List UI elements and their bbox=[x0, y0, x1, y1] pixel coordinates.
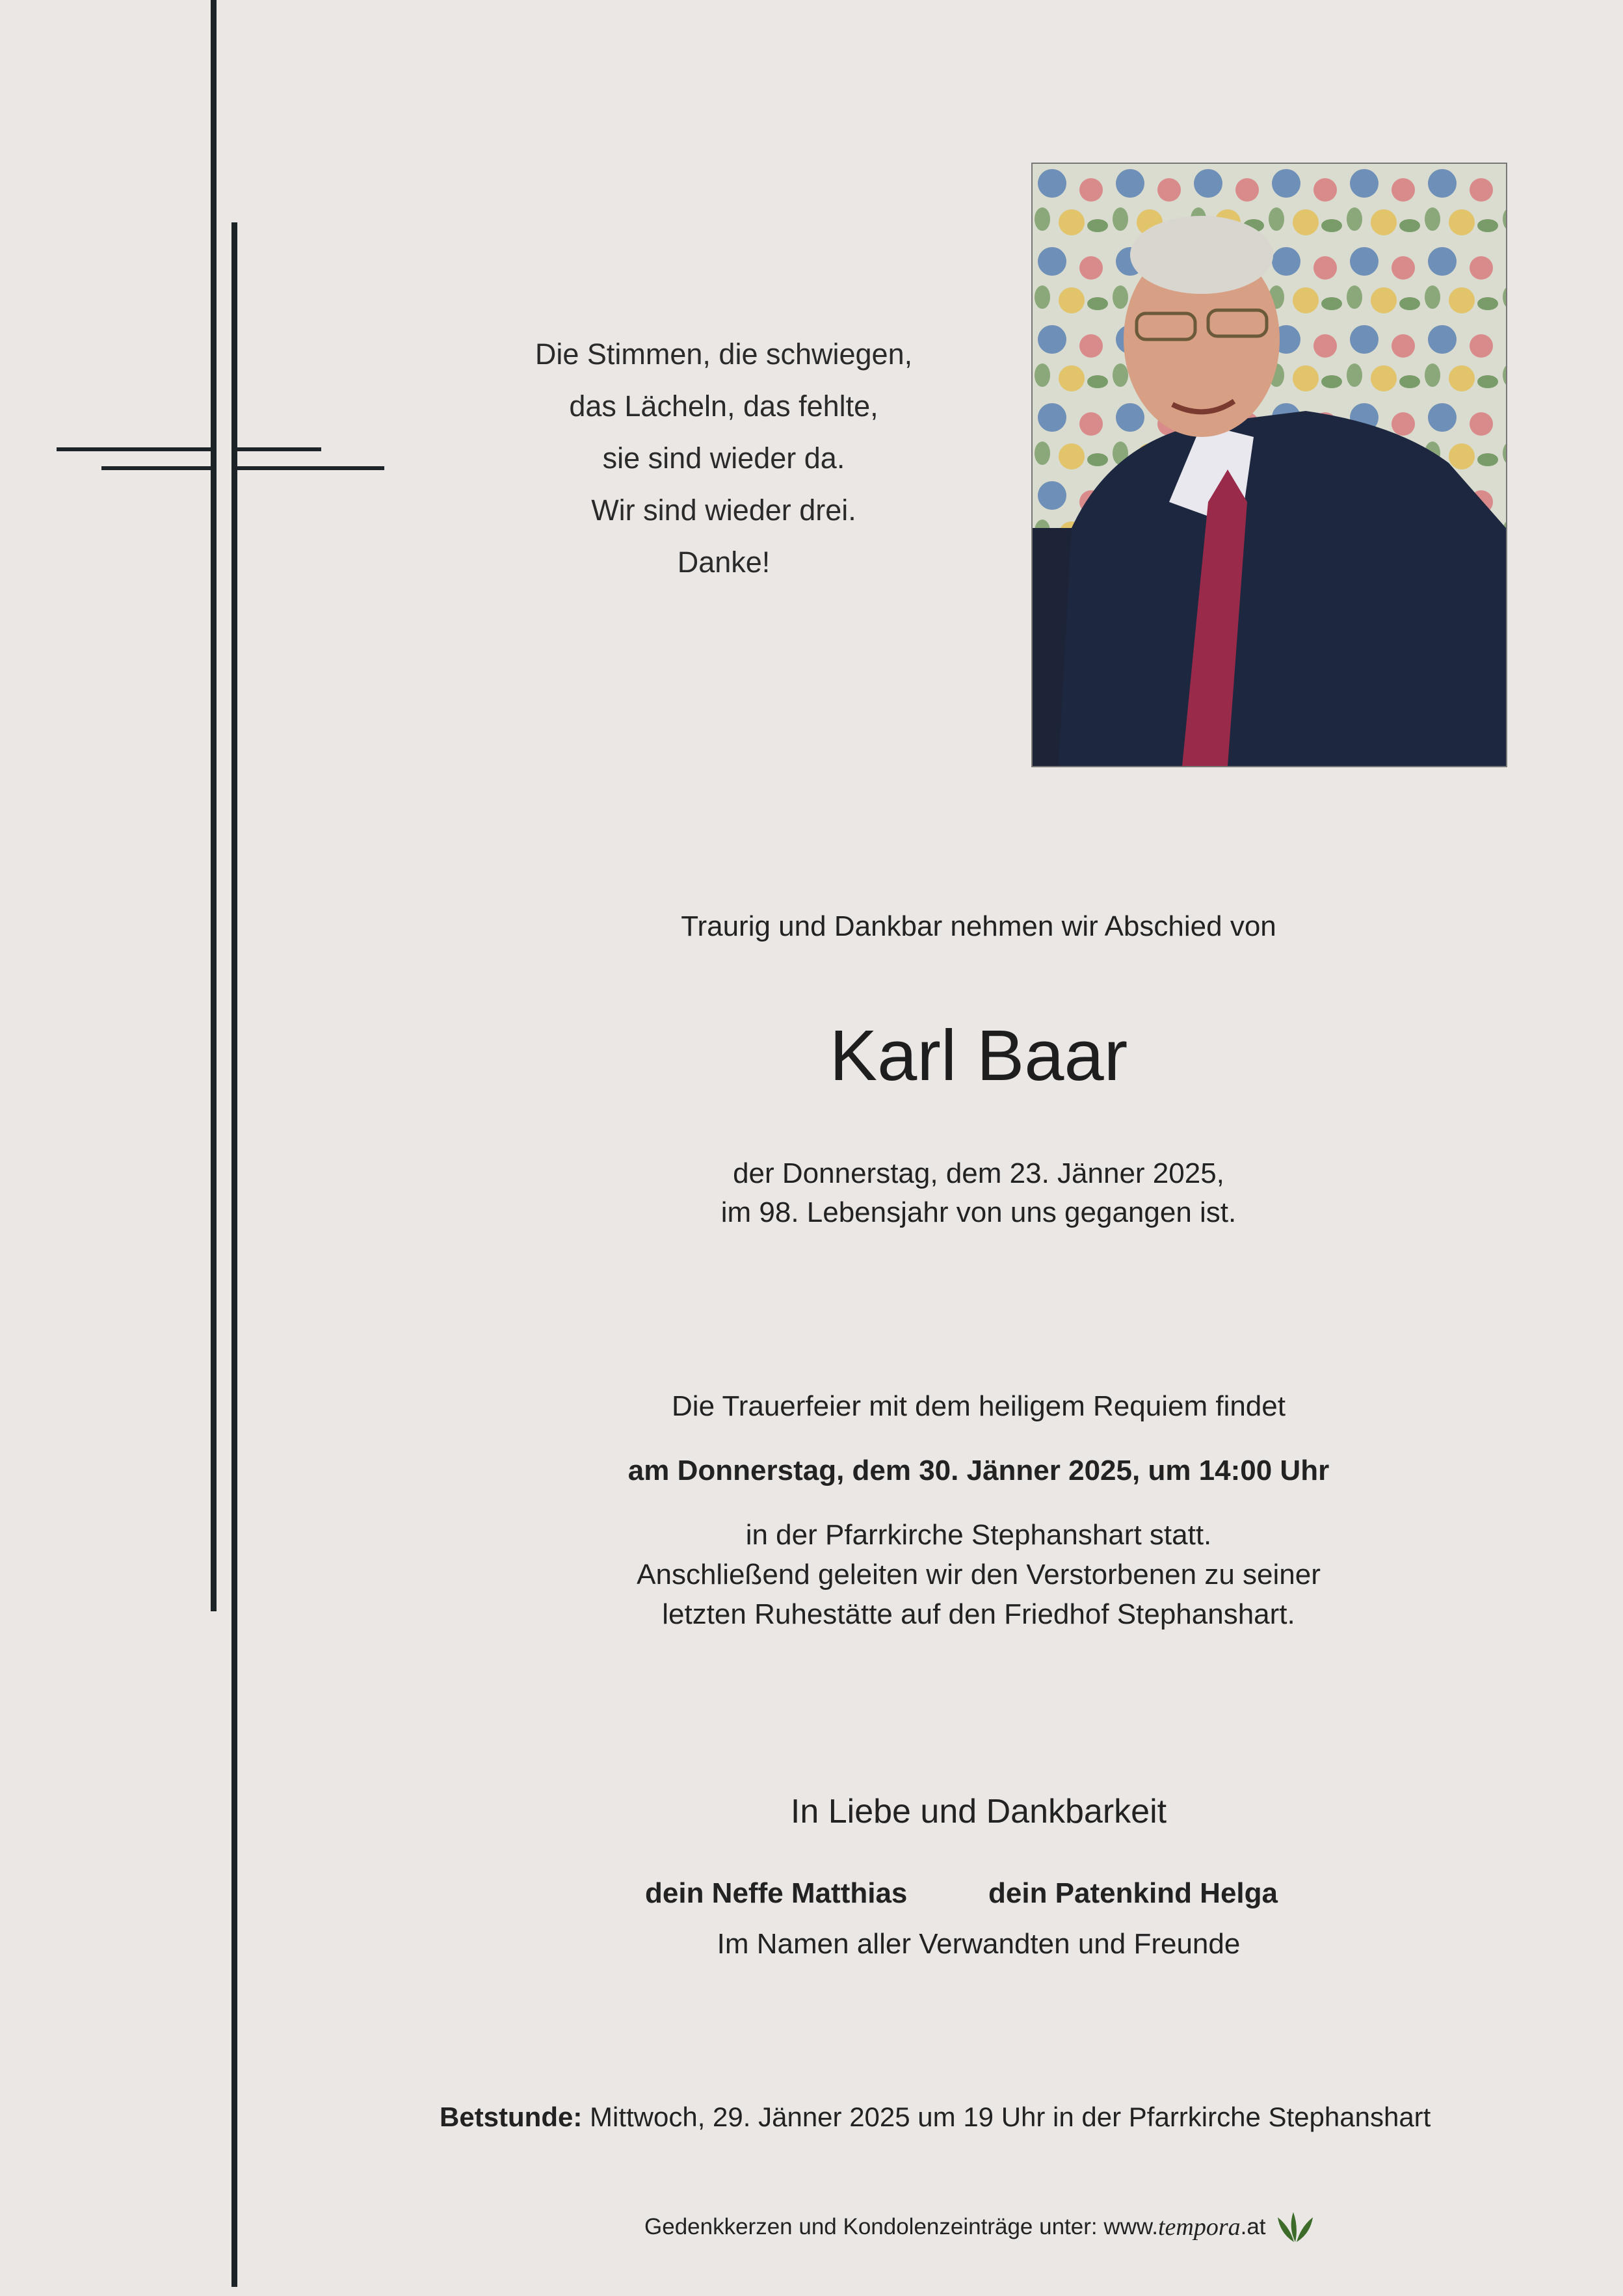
quote-line: Wir sind wieder drei. bbox=[591, 494, 856, 527]
mourner-nephew: dein Neffe Matthias bbox=[645, 1877, 908, 1909]
footer-suffix: .at bbox=[1240, 2214, 1266, 2239]
cross-upper-right-arm bbox=[231, 447, 321, 451]
cross-lower-right-arm bbox=[231, 466, 384, 470]
quote-line: Die Stimmen, die schwiegen, bbox=[534, 337, 913, 371]
deceased-name: Karl Baar bbox=[829, 1016, 1128, 1096]
ceremony-date: am Donnerstag, dem 30. Jänner 2025, um 14:00 Uhr bbox=[627, 1455, 1330, 1486]
cross-lower-left-arm bbox=[101, 466, 217, 470]
footer[interactable] bbox=[644, 2211, 1315, 2243]
closing-others: Im Namen aller Verwandten und Freunde bbox=[717, 1928, 1241, 1960]
ceremony-detail: letzten Ruhestätte auf den Friedhof Stephanshart. bbox=[662, 1598, 1295, 1630]
quote-line: Danke! bbox=[677, 546, 771, 579]
footer-brand[interactable]: tempora bbox=[1157, 2213, 1241, 2241]
ceremony-intro: Die Trauerfeier mit dem heiligem Requiem findet bbox=[672, 1390, 1286, 1422]
footer-text: Gedenkkerzen und Kondolenzeinträge unter: www. bbox=[644, 2214, 1158, 2239]
memorial-quote bbox=[431, 328, 1016, 588]
prayer-label: Betstunde: bbox=[440, 2102, 583, 2132]
cross-right-vertical bbox=[231, 222, 237, 2287]
mourner-godchild: dein Patenkind Helga bbox=[988, 1877, 1278, 1909]
portrait-photo bbox=[1031, 163, 1507, 767]
prayer-hour bbox=[440, 2102, 1431, 2133]
cross-upper-left-arm bbox=[57, 447, 217, 451]
prayer-text: Mittwoch, 29. Jänner 2025 um 19 Uhr in der Pfarrkirche Stephanshart bbox=[582, 2102, 1431, 2132]
intro-text: Traurig und Dankbar nehmen wir Abschied von bbox=[681, 910, 1276, 942]
ceremony-detail: in der Pfarrkirche Stephanshart statt. bbox=[745, 1519, 1212, 1551]
quote-line: das Lächeln, das fehlte, bbox=[569, 389, 878, 423]
tempora-leaf-logo bbox=[1275, 2211, 1315, 2243]
ceremony-detail: Anschließend geleiten wir den Verstorbenen zu seiner bbox=[637, 1559, 1321, 1590]
death-line: im 98. Lebensjahr von uns gegangen ist. bbox=[720, 1196, 1237, 1228]
closing-heading: In Liebe und Dankbarkeit bbox=[790, 1793, 1167, 1830]
quote-line: sie sind wieder da. bbox=[602, 442, 845, 475]
death-line: der Donnerstag, dem 23. Jänner 2025, bbox=[733, 1157, 1224, 1189]
cross-left-vertical bbox=[211, 0, 217, 1611]
